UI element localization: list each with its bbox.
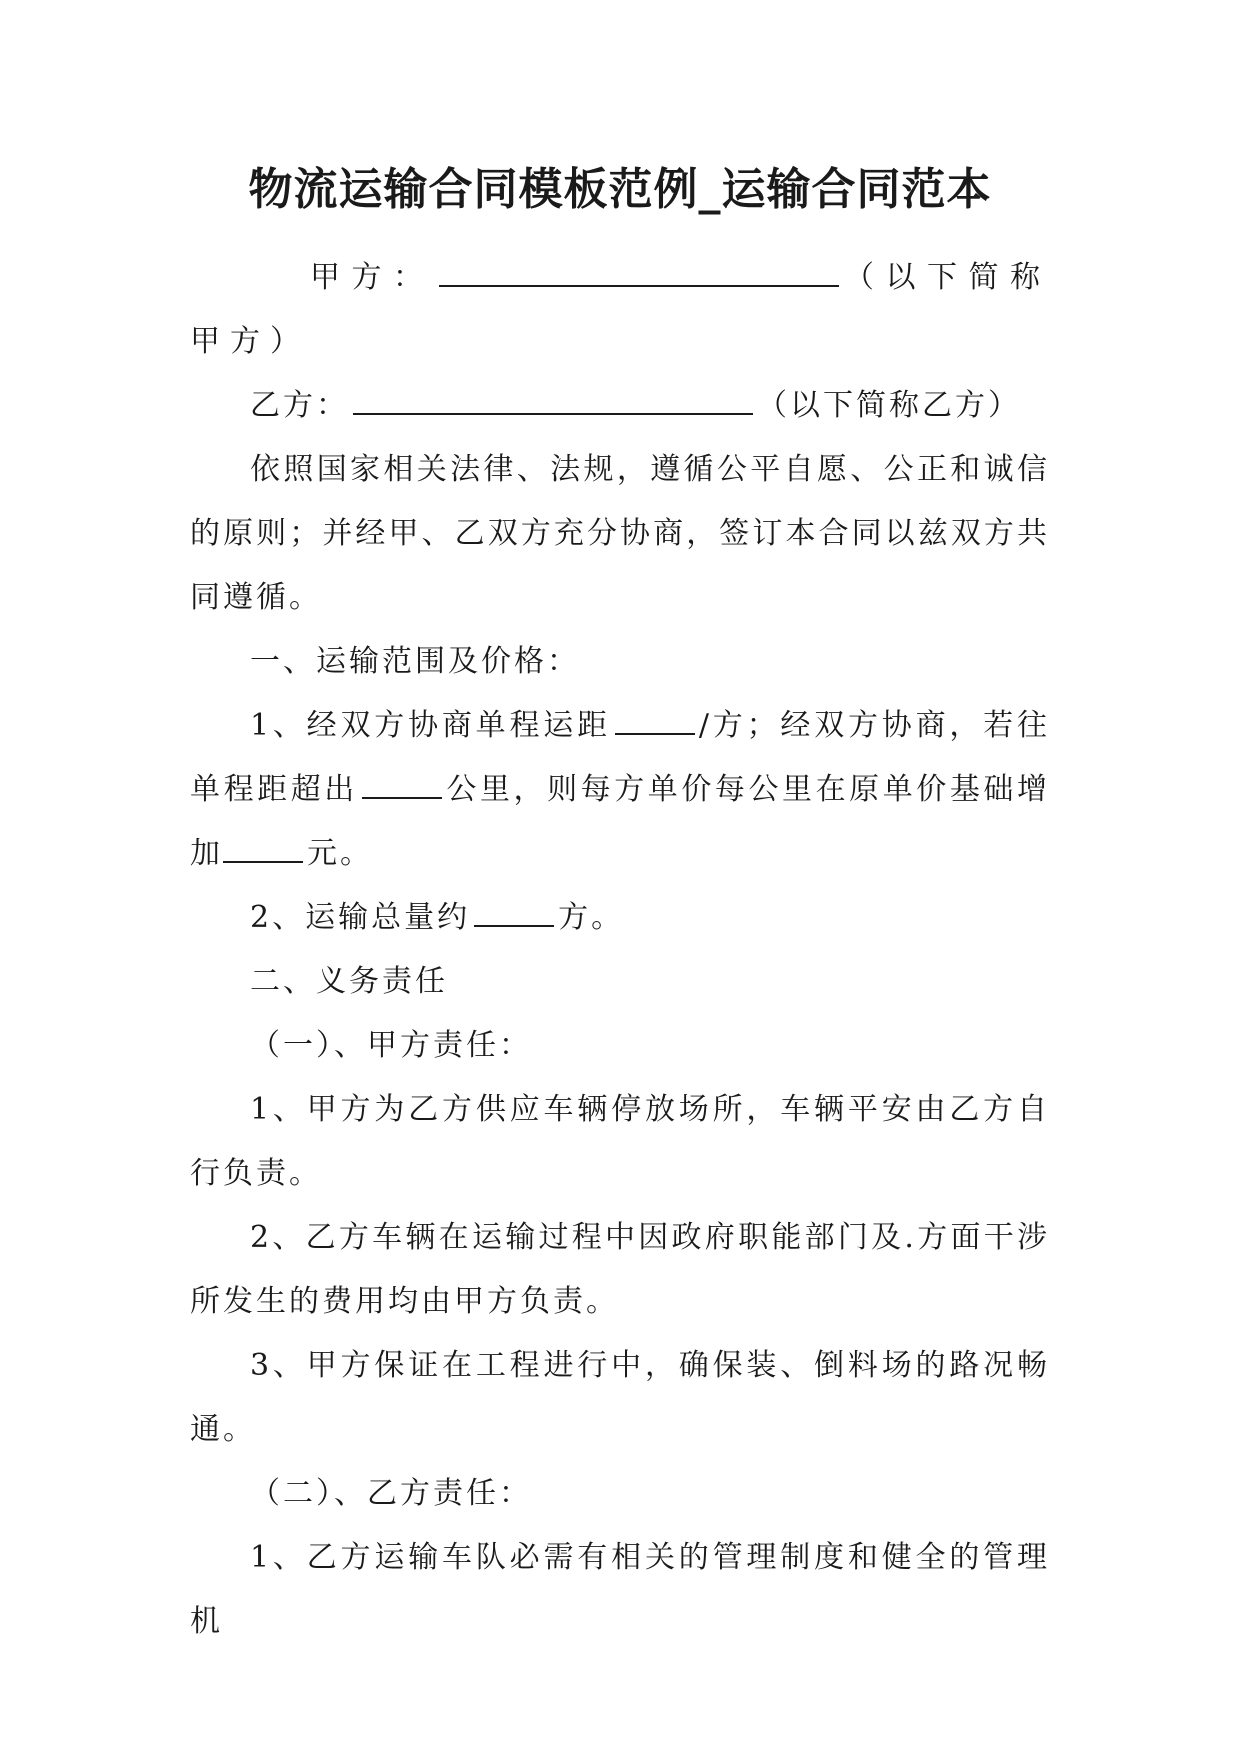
party-a-duty-item: 1、甲方为乙方供应车辆停放场所，车辆平安由乙方自行负责。	[190, 1092, 1050, 1191]
party-b-suffix: （以下简称乙方）	[757, 388, 1021, 423]
party-a-blank	[439, 255, 839, 287]
intro-paragraph: 依照国家相关法律、法规，遵循公平自愿、公正和诚信的原则；并经甲、乙双方充分协商，签订本合同以兹双方共同遵循。	[190, 452, 1050, 615]
section1-item1	[190, 694, 1050, 886]
party-b-blank	[353, 383, 753, 415]
section1-item1-part4: 元。	[307, 836, 373, 871]
party-b-duty-item: 1、乙方运输车队必需有相关的管理制度和健全的管理机	[190, 1540, 1050, 1639]
party-b-line	[190, 374, 1050, 438]
party-a-duty-item: 2、乙方车辆在运输过程中因政府职能部门及.方面干涉所发生的费用均由甲方负责。	[190, 1220, 1050, 1319]
party-b-duties-heading: （二）、乙方责任：	[250, 1476, 532, 1511]
section1-item2-part1: 2、运输总量约	[250, 900, 471, 935]
section1-item2-part2: 方。	[558, 900, 625, 935]
document-title: 物流运输合同模板范例_运输合同范本	[248, 164, 992, 215]
excess-km-blank	[362, 767, 442, 799]
section1-item1-part3: 公里，则每方单价每公里在原单价基础增加	[190, 772, 1051, 871]
section1-item1-part2: /方；经双方协商，若往单程距超出	[190, 708, 1050, 807]
distance-blank	[615, 703, 695, 735]
section2-heading: 二、义务责任	[250, 964, 448, 999]
section1-item1-part1: 1、经双方协商单程运距	[250, 708, 611, 743]
party-a-suffix: （以下简称甲方）	[190, 260, 1050, 359]
party-a-duties-heading: （一）、甲方责任：	[250, 1028, 532, 1063]
section1-heading: 一、运输范围及价格：	[250, 644, 580, 679]
increase-amount-blank	[223, 831, 303, 863]
total-volume-blank	[474, 895, 554, 927]
section1-item2	[190, 886, 1050, 950]
document-page	[190, 150, 1050, 1654]
party-a-label: 甲方：	[310, 260, 435, 295]
party-b-label: 乙方：	[250, 388, 349, 423]
party-a-line	[190, 246, 1050, 374]
party-a-duty-item: 3、甲方保证在工程进行中，确保装、倒料场的路况畅通。	[190, 1348, 1050, 1447]
